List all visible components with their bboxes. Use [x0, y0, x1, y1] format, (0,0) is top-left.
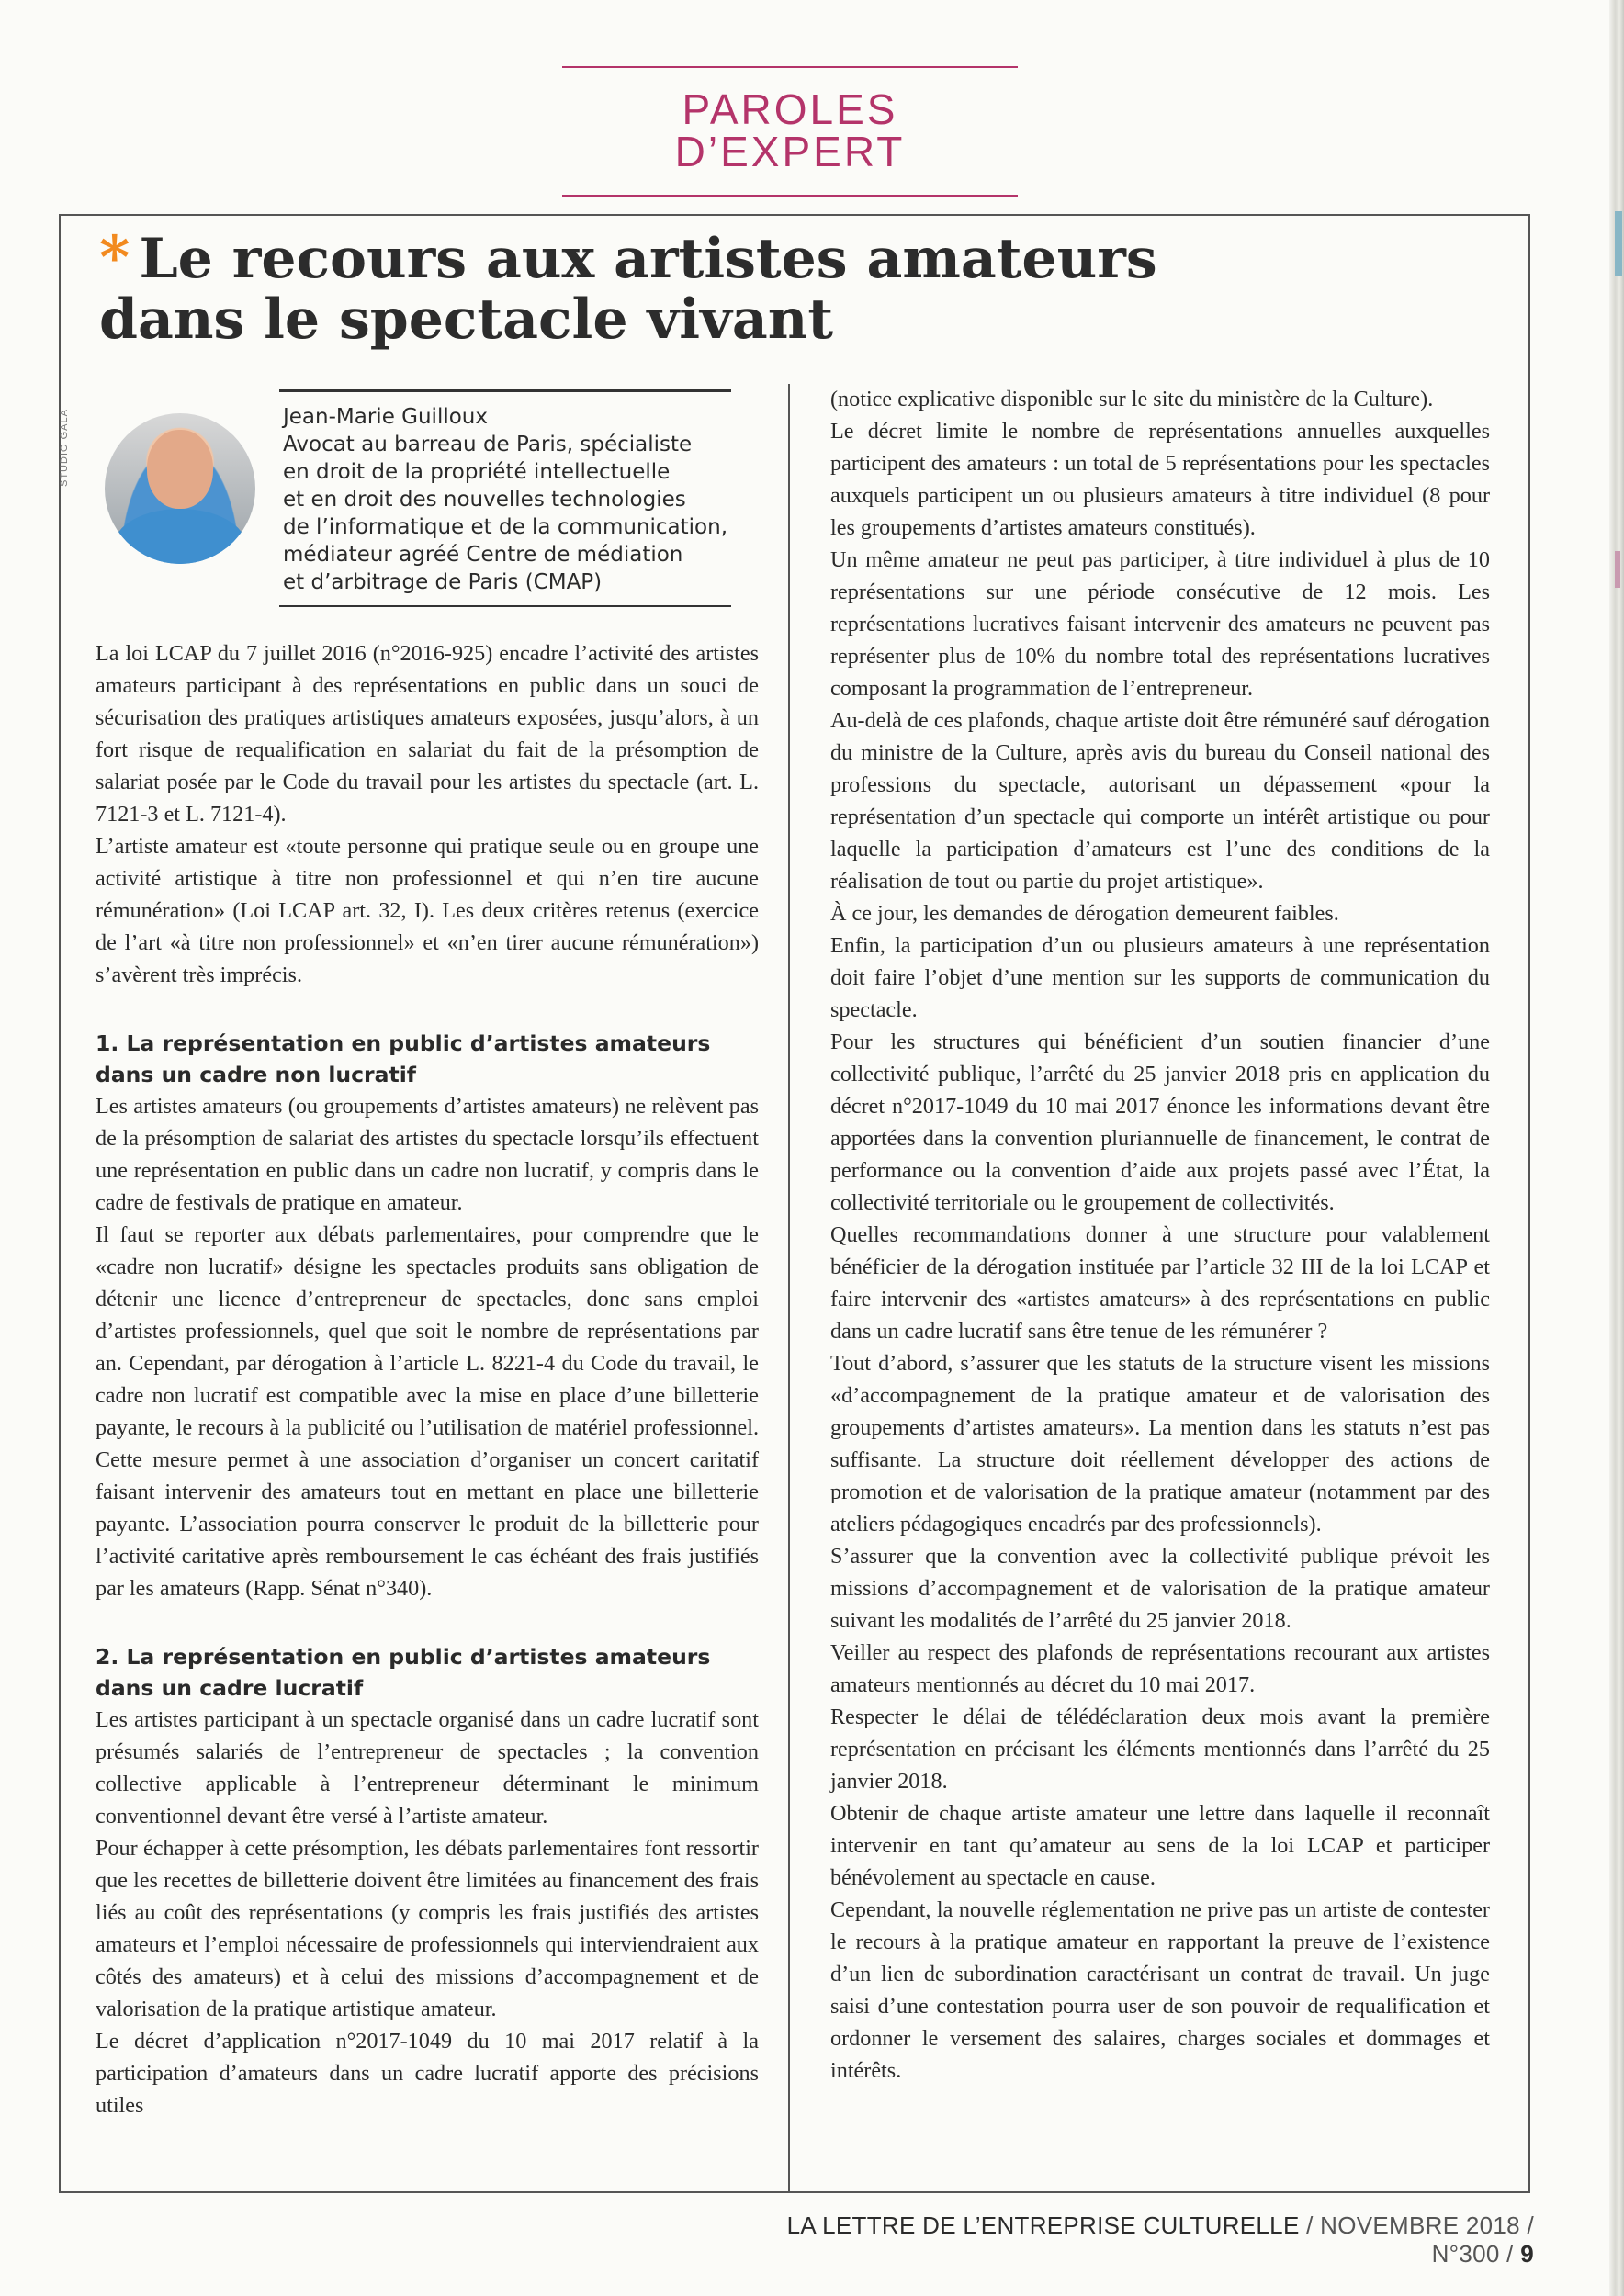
author-bio-line: Avocat au barreau de Paris, spécialiste [283, 433, 693, 456]
author-bio-line: de l’informatique et de la communication, [283, 515, 728, 539]
page-number: 9 [1520, 2240, 1534, 2268]
right-column [830, 383, 1490, 2087]
intro-paragraph: La loi LCAP du 7 juillet 2016 (n°2016-925) encadre l’activité des artistes amateurs participant à des représentations en public dans un souci de sécurisation des pratiques artistiques amateurs exposées, jusqu’alors, à un fort risque de requalification en salariat du fait de la présomption de salariat posée par le Code du travail pour les artistes du spectacle (art. L. 7121-3 et L. 7121-4). [96, 641, 759, 827]
author-photo-head [147, 430, 213, 509]
article-title [99, 223, 1201, 352]
section-2-paragraph: Les artistes participant à un spectacle organisé dans un cadre lucratif sont présumés salariés de l’entrepreneur de spectacles ; la convention collective applicable à l’entrepreneur déterminant le minimum conventionnel devant être versé à l’artiste amateur. [96, 1707, 759, 1829]
author-name: Jean-Marie Guilloux [283, 405, 488, 429]
author-rule-bottom [279, 605, 731, 607]
author-bio-line: et en droit des nouvelles technologies [283, 488, 686, 512]
right-paragraph: Veiller au respect des plafonds de représentations recourant aux artistes amateurs mentionnés au décret du 10 mai 2017. [830, 1640, 1490, 1697]
right-paragraph: Tout d’abord, s’assurer que les statuts de la structure visent les missions «d’accompagnement de la pratique amateur et de valorisation des groupements d’artistes amateurs». La mention dans les statuts n’est pas suffisante. La structure doit réellement développer des actions de promotion et de valorisation de la pratique amateur (notamment par des ateliers pédagogiques encadrés par des professionnels). [830, 1351, 1490, 1536]
rubric-rule-bottom [562, 195, 1018, 197]
title-line-2: dans le spectacle vivant [99, 287, 834, 352]
author-bio-line: et d’arbitrage de Paris (CMAP) [283, 570, 603, 594]
right-paragraph: (notice explicative disponible sur le site du ministère de la Culture). [830, 387, 1434, 411]
right-paragraph: Un même amateur ne peut pas participer, à titre individuel à plus de 10 représentations sur une période consécutive de 12 mois. Les représentations lucratives faisant intervenir des amateurs ne peuvent pas représenter plus de 10% du nombre total des représentations lucratives composant la programmation de l’entrepreneur. [830, 547, 1490, 701]
column-divider [788, 384, 790, 2193]
footer-issue: N°300 [1431, 2240, 1500, 2268]
section-2-paragraph: Pour échapper à cette présomption, les débats parlementaires font ressortir que les recettes de billetterie doivent être limitées au financement des frais liés au coût des représentations (y compris les frais justifiés des artistes amateurs et l’emploi nécessaire de professionnels qui interviendraient aux côtés des amateurs) et à celui des missions d’accompagnement et de valorisation de la pratique artistique amateur. [96, 1836, 759, 2021]
rubric-label: PAROLES D’EXPERT [674, 85, 906, 175]
author-box [279, 389, 731, 607]
left-column [96, 637, 759, 2122]
author-bio-line: médiateur agréé Centre de médiation [283, 543, 683, 567]
intro-paragraph: L’artiste amateur est «toute personne qui pratique seule ou en groupe une activité artistique à titre non professionnel et qui n’en tire aucune rémunération» (Loi LCAP art. 32, I). Les deux critères retenus (exercice de l’art «à titre non professionnel» et «n’en tirer aucune rémunération») s’avèrent très imprécis. [96, 834, 759, 987]
right-paragraph: À ce jour, les demandes de dérogation demeurent faibles. [830, 901, 1339, 926]
section-2-paragraph: Le décret d’application n°2017-1049 du 10 mai 2017 relatif à la participation d’amateurs dans un cadre lucratif apporte des précisions utiles [96, 2029, 759, 2118]
edge-tab-blue [1615, 211, 1622, 276]
footer-publication: LA LETTRE DE L’ENTREPRISE CULTURELLE [786, 2212, 1300, 2239]
right-paragraph: Quelles recommandations donner à une structure pour valablement bénéficier de la dérogation instituée par l’article 32 III de la loi LCAP et faire intervenir des «artistes amateurs» à des représentations en public dans un cadre lucratif sans être tenue de les rémunérer ? [830, 1222, 1490, 1344]
right-paragraph: Pour les structures qui bénéficient d’un soutien financier d’une collectivité publique, l’arrêté du 25 janvier 2018 pris en application du décret n°2017-1049 du 10 mai 2017 énonce les informations devant être apportées dans la convention pluriannuelle de financement, le contrat de performance ou la convention d’aide aux projets passé avec l’État, la collectivité territoriale ou le groupement de collectivités. [830, 1030, 1490, 1215]
asterisk-icon: * [99, 223, 130, 292]
rubric [562, 66, 1018, 175]
right-paragraph: Respecter le délai de télédéclaration deux mois avant la première représentation en précisant les éléments mentionnés dans l’arrêté du 25 janvier 2018. [830, 1705, 1490, 1794]
right-paragraph: Enfin, la participation d’un ou plusieurs amateurs à une représentation doit faire l’objet d’une mention sur les supports de communication du spectacle. [830, 933, 1490, 1022]
section-1-paragraph: Il faut se reporter aux débats parlementaires, pour comprendre que le «cadre non lucratif» désigne les spectacles produits sans obligation de détenir une licence d’entrepreneur de spectacles, donc sans emploi d’artistes professionnels, quel que soit le nombre de représentations par an. Cependant, par dérogation à l’article L. 8221-4 du Code du travail, le cadre non lucratif est compatible avec la mise en place d’une billetterie payante, le recours à la publicité ou l’utilisation de matériel professionnel. Cette mesure permet à une association d’organiser un concert caritatif faisant intervenir des amateurs tout en mettant en place une billetterie payante. L’association pourra conserver le produit de la billetterie pour l’activité caritative après remboursement le cas échéant des frais justifiés par les amateurs (Rapp. Sénat n°340). [96, 1222, 759, 1601]
rubric-rule-top [562, 66, 1018, 68]
title-line-1: Le recours aux artistes amateurs [139, 227, 1157, 291]
right-paragraph: Au-delà de ces plafonds, chaque artiste doit être rémunéré sauf dérogation du ministre de la Culture, après avis du bureau du Conseil national des professions du spectacle, autorisant un dépassement «pour la représentation d’un spectacle qui comporte un intérêt artistique ou pour laquelle la participation d’amateurs est l’une des conditions de la réalisation de tout ou partie du projet artistique». [830, 708, 1490, 894]
section-heading-2: 2. La représentation en public d’artistes amateurs dans un cadre lucratif [96, 1644, 711, 1701]
author-bio-line: en droit de la propriété intellectuelle [283, 460, 671, 484]
author-photo-shirt [114, 509, 246, 564]
right-paragraph: Obtenir de chaque artiste amateur une lettre dans laquelle il reconnaît intervenir en tant qu’amateur au sens de la loi LCAP et participer bénévolement au spectacle en cause. [830, 1801, 1490, 1890]
section-heading-1: 1. La représentation en public d’artistes amateurs dans un cadre non lucratif [96, 1030, 711, 1087]
author-bio [279, 392, 731, 605]
right-paragraph: S’assurer que la convention avec la collectivité publique prévoit les missions d’accompagnement et de valorisation de la pratique amateur suivant les modalités de l’arrêté du 25 janvier 2018. [830, 1544, 1490, 1633]
author-photo [105, 413, 255, 564]
edge-tab-pink [1615, 551, 1620, 588]
section-1-paragraph: Les artistes amateurs (ou groupements d’artistes amateurs) ne relèvent pas de la présomption de salariat des artistes du spectacle lorsqu’ils effectuent une représentation en public dans un cadre non lucratif, y compris dans le cadre de festivals de pratique en amateur. [96, 1094, 759, 1215]
photo-credit: STUDIO GALA [59, 409, 70, 487]
right-paragraph: Le décret limite le nombre de représentations annuelles auxquelles participent des amateurs : un total de 5 représentations pour les spectacles auxquels participent un ou plusieurs amateurs à titre individuel (8 pour les groupements d’artistes amateurs constitués). [830, 419, 1490, 540]
footer-date: NOVEMBRE 2018 [1320, 2212, 1520, 2239]
right-paragraph: Cependant, la nouvelle réglementation ne prive pas un artiste de contester le recours à la pratique amateur en rapportant la preuve de l’existence d’un lien de subordination caractérisant un contrat de travail. Un juge saisi d’une contestation pourra user de son pouvoir de requalification et ordonner le versement des salaires, charges sociales et dommages et intérêts. [830, 1897, 1490, 2083]
page-edge [1609, 0, 1624, 2296]
page-footer: LA LETTRE DE L’ENTREPRISE CULTURELLE / NOVEMBRE 2018 / N°300 / 9 [786, 2212, 1534, 2268]
